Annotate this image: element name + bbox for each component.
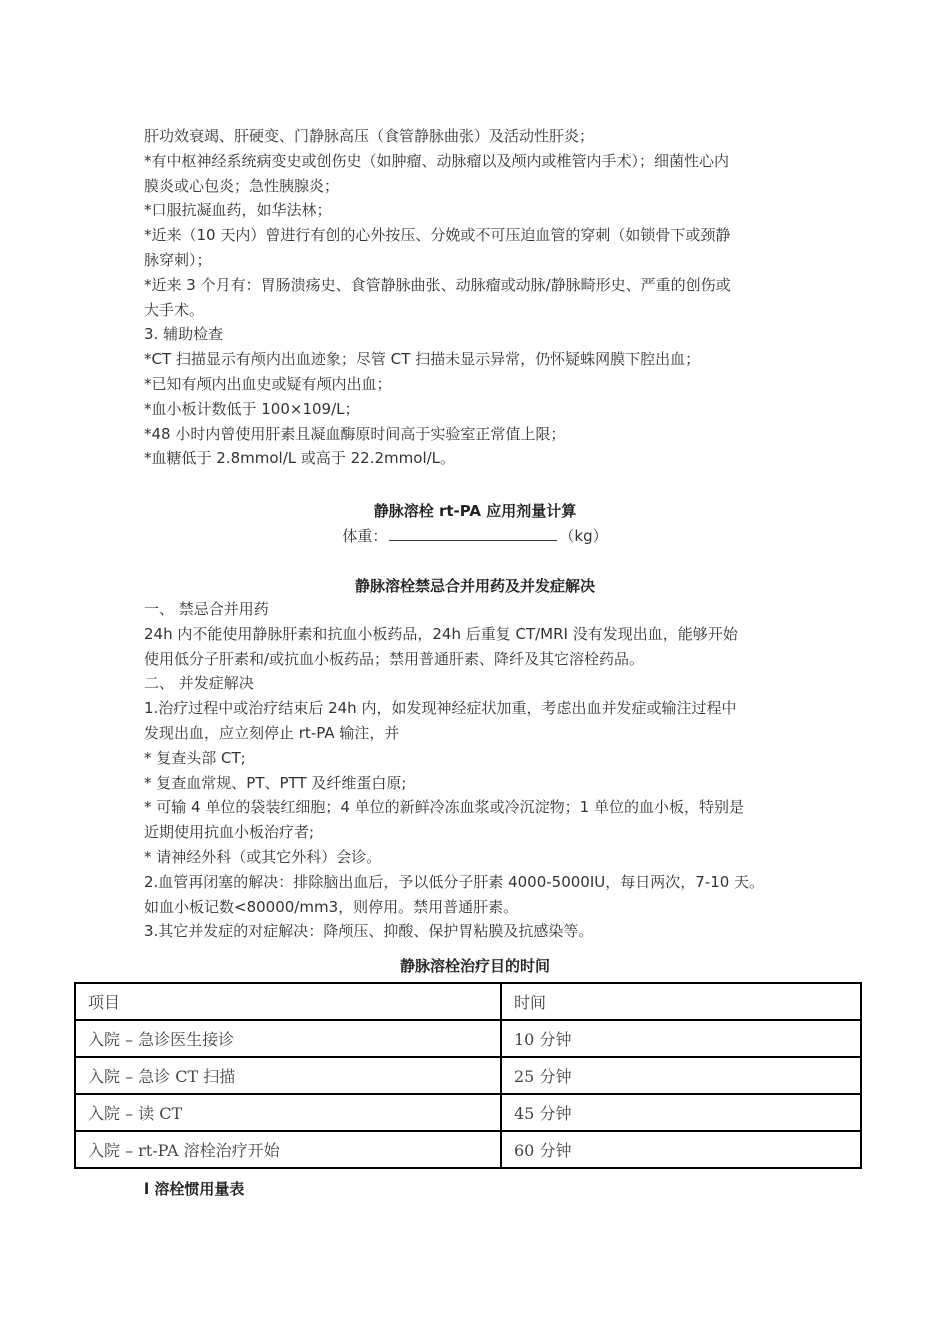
text-line: * 复查血常规、PT、PTT 及纤维蛋白原; [144, 773, 407, 792]
text-line: * 复查头部 CT; [144, 748, 246, 767]
table-cell: 入院 – 急诊 CT 扫描 [75, 1057, 501, 1094]
text-line: *近来（10 天内）曾进行有创的心外按压、分娩或不可压迫血管的穿刺（如锁骨下或颈静 [144, 226, 731, 245]
table-cell: 10 分钟 [501, 1020, 861, 1057]
text-line: 3.其它并发症的对症解决：降颅压、抑酸、保护胃粘膜及抗感染等。 [144, 922, 594, 941]
table-cell: 入院 – 读 CT [75, 1094, 501, 1131]
text-line: 发现出血，应立刻停止 rt-PA 输注，并 [144, 723, 400, 742]
dose-heading: 静脉溶栓 rt-PA 应用剂量计算 [373, 502, 577, 520]
weight-blank [389, 526, 557, 541]
text-line: 近期使用抗血小板治疗者; [144, 823, 315, 842]
text-line: 大手术。 [144, 300, 205, 319]
text-line: 如血小板记数<80000/mm3，则停用。禁用普通肝素。 [144, 897, 519, 916]
table-header-cell: 时间 [501, 983, 861, 1020]
text-line: 使用低分子肝素和/或抗血小板药品；禁用普通肝素、降纤及其它溶栓药品。 [144, 649, 645, 668]
text-line: * 请神经外科（或其它外科）会诊。 [144, 847, 382, 866]
text-line: *CT 扫描显示有颅内出血迹象；尽管 CT 扫描未显示异常，仍怀疑蛛网膜下腔出血； [144, 350, 701, 369]
text-line: *血小板计数低于 100×109/L； [144, 399, 360, 418]
text-line: * 可输 4 单位的袋装红细胞；4 单位的新鲜冷冻血浆或冷沉淀物；1 单位的血小板，特别是 [144, 798, 744, 817]
footer-heading: l 溶栓惯用量表 [144, 1180, 245, 1198]
table-header-row [75, 983, 861, 1020]
table-cell: 25 分钟 [501, 1057, 861, 1094]
text-line: *有中枢神经系统病变史或创伤史（如肿瘤、动脉瘤以及颅内或椎管内手术）；细菌性心内 [144, 151, 730, 170]
section1-text [144, 124, 834, 471]
table-row [75, 1131, 861, 1168]
text-line: *已知有颅内出血史或疑有颅内出血； [144, 374, 392, 393]
text-line: 二、 并发症解决 [144, 674, 254, 693]
weight-field-line [0, 525, 950, 546]
complication-heading: 静脉溶栓禁忌合并用药及并发症解决 [354, 577, 595, 595]
table-row [75, 1094, 861, 1131]
table-row [75, 1057, 861, 1094]
text-line: 24h 内不能使用静脉肝素和抗血小板药品，24h 后重复 CT/MRI 没有发现出血，能够开始 [144, 624, 738, 643]
text-line: *口服抗凝血药，如华法林； [144, 201, 332, 220]
text-line: 一、 禁忌合并用药 [144, 600, 269, 618]
table-title: 静脉溶栓治疗目的时间 [399, 957, 550, 975]
table-cell: 60 分钟 [501, 1131, 861, 1168]
text-line: *近来 3 个月有：胃肠溃疡史、食管静脉曲张、动脉瘤或动脉/静脉畸形史、严重的创伤或 [144, 275, 731, 294]
text-line: 膜炎或心包炎；急性胰腺炎； [144, 176, 340, 195]
table-header-cell: 项目 [75, 983, 501, 1020]
text-line: *血糖低于 2.8mmol/L 或高于 22.2mmol/L。 [144, 449, 456, 468]
text-line: *48 小时内曾使用肝素且凝血酶原时间高于实验室正常值上限； [144, 424, 566, 443]
table-row [75, 1020, 861, 1057]
target-time-table [74, 982, 862, 1169]
section2-text [144, 597, 834, 944]
table-cell: 入院 – rt-PA 溶栓治疗开始 [75, 1131, 501, 1168]
text-line: 脉穿刺）； [144, 250, 212, 269]
text-line: 肝功效衰竭、肝硬变、门静脉高压（食管静脉曲张）及活动性肝炎； [144, 127, 595, 145]
text-line: 1.治疗过程中或治疗结束后 24h 内，如发现神经症状加重，考虑出血并发症或输注过程中 [144, 699, 737, 718]
weight-label: 体重： [342, 527, 388, 545]
text-line: 2.血管再闭塞的解决：排除脑出血后，予以低分子肝素 4000-5000IU，每日两次，7-10 天。 [144, 872, 765, 891]
table-cell: 45 分钟 [501, 1094, 861, 1131]
weight-unit: （kg） [559, 527, 608, 545]
table-cell: 入院 – 急诊医生接诊 [75, 1020, 501, 1057]
text-line: 3. 辅助检查 [144, 325, 224, 344]
